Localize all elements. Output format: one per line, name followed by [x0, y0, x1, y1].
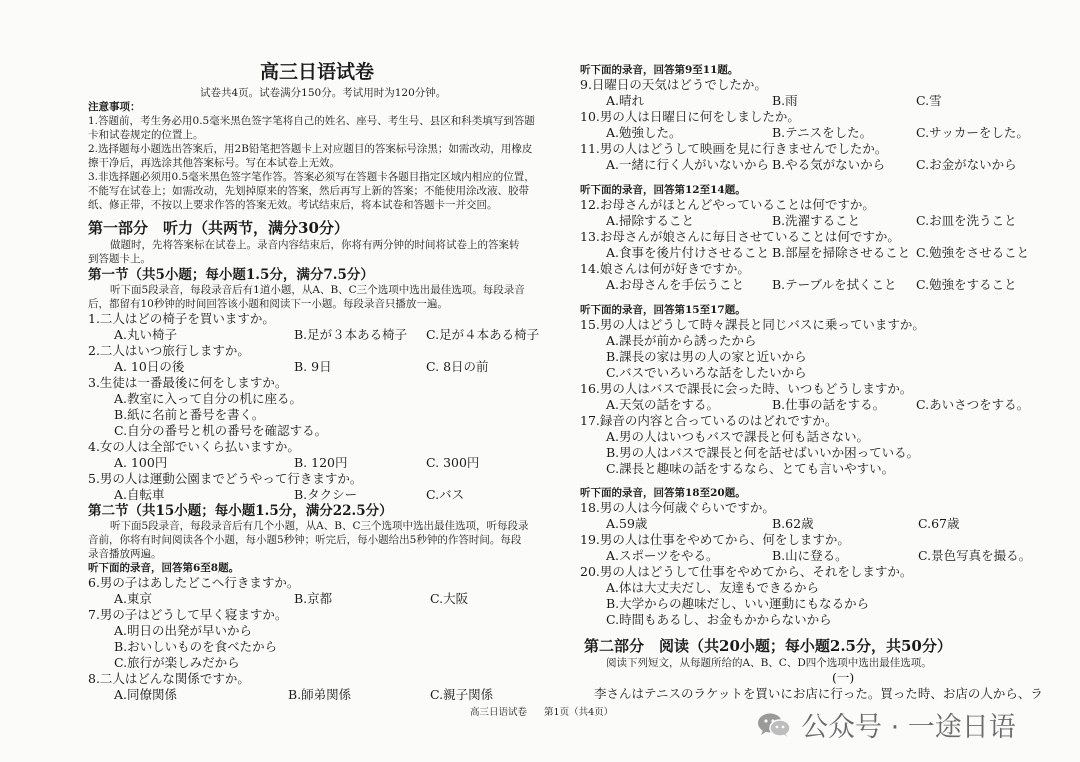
note-line: 2.选择题每小题选出答案后，用2B铅笔把答题卡上对应题目的答案标号涂黑；如需改动，用橡皮 — [88, 143, 533, 155]
option-c: C.旅行が楽しみだから — [114, 655, 240, 670]
option-a: A.59歳 — [606, 516, 648, 531]
question: 18.男の人は今何歳ぐらいですか。 — [580, 500, 775, 515]
question: 10.男の人は日曜日に何をしましたか。 — [580, 109, 800, 124]
option-b: B.足が３本ある椅子 — [294, 327, 408, 342]
page-subtitle: 试卷共4页。试卷满分150分。考试用时为120分钟。 — [200, 87, 447, 99]
option-a: A.お母さんを手伝うこと — [606, 277, 745, 292]
option-c: C.親子関係 — [430, 687, 494, 702]
note-line: 卡和试卷规定的位置上。 — [88, 129, 204, 141]
option-b: B.洗濯すること — [772, 213, 861, 228]
question: 14.娘さんは何が好きですか。 — [580, 261, 750, 276]
option-c: C.時間もあるし、お金もかからないから — [606, 612, 832, 627]
option-c: C.お皿を洗うこと — [916, 213, 1017, 228]
wechat-icon — [757, 712, 791, 738]
question: 17.録音の内容と合っているのはどれですか。 — [580, 413, 838, 428]
option-b: B.大学からの趣味だし、いい運動にもなるから — [606, 596, 870, 611]
note-line: 1.答题前，考生务必用0.5毫米黑色签字笔将自己的姓名、座号、考生号、县区和科类填写到答题 — [88, 115, 535, 127]
option-a: A.東京 — [114, 591, 153, 606]
group-instruction: 听下面的录音，回答第6至8题。 — [88, 562, 240, 574]
option-b: B.タクシー — [294, 487, 358, 502]
option-b: B.部屋を掃除させること — [772, 245, 911, 260]
option-a: A.課長が前から誘ったから — [606, 333, 757, 348]
footer-page: 第1页（共4页） — [544, 707, 614, 718]
section2-heading: 第二节（共15小题；每小题1.5分，满分22.5分） — [88, 503, 393, 519]
option-a: A.同僚関係 — [114, 687, 178, 702]
question: 12.お母さんがほとんどやっていることは何ですか。 — [580, 197, 875, 212]
option-b: B.テニスをした。 — [772, 125, 873, 140]
option-b: B.テーブルを拭くこと — [772, 277, 897, 292]
option-a: A.天気の話をする。 — [606, 397, 720, 412]
option-c: C.67歳 — [918, 516, 960, 531]
option-a: A.一緒に行く人がいないから — [606, 157, 770, 172]
section2-intro: 听下面5段录音，每段录音后有几个小题，从A、B、C三个选项中选出最佳选项，听每段录 — [110, 520, 529, 532]
group-instruction: 听下面的录音，回答第15至17题。 — [580, 304, 746, 316]
question: 4.女の人は全部でいくら払いますか。 — [88, 439, 300, 454]
option-c: C.お金がないから — [916, 157, 1017, 172]
note-line: 3.非选择题必须用0.5毫米黑色签字笔作答。答案必须写在答题卡各题目指定区域内相应的位置， — [88, 171, 535, 183]
page-title: 高三日语试卷 — [260, 61, 375, 83]
section2-intro: 音前，你将有时间阅读各个小题，每小题5秒钟；听完后，每小题给出5秒钟的作答时间。每段 — [88, 534, 522, 546]
part1-intro: 到答题卡上。 — [88, 253, 151, 265]
question: 2.二人はいつ旅行しますか。 — [88, 343, 250, 358]
question: 9.日曜日の天気はどうでしたか。 — [580, 77, 767, 92]
option-a: A.勉強した。 — [606, 125, 682, 140]
question: 16.男の人はバスで課長に会った時、いつもどうしますか。 — [580, 381, 913, 396]
group-instruction: 听下面的录音，回答第18至20题。 — [580, 487, 746, 499]
option-c: C.あいさつをする。 — [916, 397, 1030, 412]
option-c: C.課長と趣味の話をするなら、とても言いやすい。 — [606, 461, 895, 476]
question: 11.男の人はどうして映画を見に行きませんでしたか。 — [580, 141, 888, 156]
watermark — [757, 705, 1016, 744]
option-c: C.自分の番号と机の番号を確認する。 — [114, 423, 328, 438]
part1-heading: 第一部分 听力（共两节，满分30分） — [88, 219, 349, 237]
option-c: C.雪 — [916, 93, 942, 108]
option-b: B.雨 — [772, 93, 798, 108]
option-b: B.紙に名前と番号を書く。 — [114, 407, 265, 422]
option-a: A.男の人はいつもバスで課長と何も話さない。 — [606, 429, 870, 444]
option-c: C.バス — [426, 487, 465, 502]
part2-heading: 第二部分 阅读（共20小题；每小题2.5分，共50分） — [584, 637, 952, 655]
page-footer — [470, 704, 627, 718]
option-a: A. 100円 — [114, 455, 168, 470]
option-a: A.スポーツをやる。 — [606, 548, 719, 563]
question: 7.男の子はどうして早く寝ますか。 — [88, 607, 288, 622]
option-a: A.明日の出発が早いから — [114, 623, 253, 638]
question: 19.男の人は仕事をやめてから、何をしますか。 — [580, 532, 850, 547]
option-b: B.仕事の話をする。 — [772, 397, 886, 412]
passage-number: (一) — [832, 670, 855, 685]
option-c: C.景色写真を撮る。 — [918, 548, 1032, 563]
option-b: B.師弟関係 — [288, 687, 352, 702]
option-a: A.自転車 — [114, 487, 165, 502]
question: 13.お母さんが娘さんに毎日させていることは何ですか。 — [580, 229, 900, 244]
part2-intro: 阅读下列短文，从每题所给的A、B、C、D四个选项中选出最佳选项。 — [606, 657, 932, 669]
option-b: B.やる気がないから — [772, 157, 886, 172]
question: 1.二人はどの椅子を買いますか。 — [88, 311, 275, 326]
option-b: B.62歳 — [772, 516, 814, 531]
option-a: A. 10日の後 — [114, 359, 185, 374]
option-b: B.課長の家は男の人の家と近いから — [606, 349, 807, 364]
option-c: C.勉強をさせること — [916, 245, 1030, 260]
option-b: B. 120円 — [294, 455, 348, 470]
option-a: A.教室に入って自分の机に座る。 — [114, 391, 303, 406]
group-instruction: 听下面的录音，回答第12至14题。 — [580, 184, 746, 196]
option-c: C.大阪 — [430, 591, 469, 606]
section1-heading: 第一节（共5小题；每小题1.5分，满分7.5分） — [88, 267, 374, 283]
option-b: B.京都 — [294, 591, 333, 606]
group-instruction: 听下面的录音，回答第9至11题。 — [580, 64, 739, 76]
passage-text: 李さんはテニスのラケットを買いにお店に行った。買った時、お店の人から、ラ — [594, 686, 1043, 701]
question: 20.男の人はどうして仕事をやめてから、それをしますか。 — [580, 564, 913, 579]
question: 8.二人はどんな関係ですか。 — [88, 671, 250, 686]
option-a: A.食事を後片付けさせること — [606, 245, 770, 260]
footer-title: 高三日语试卷 — [470, 707, 528, 718]
option-c: C.サッカーをした。 — [916, 125, 1029, 140]
option-a: A.晴れ — [606, 93, 645, 108]
notes-heading: 注意事项： — [88, 101, 141, 113]
option-b: B. 9日 — [294, 359, 332, 374]
section1-intro: 后，都留有10秒钟的时间回答该小题和阅读下一小题。每段录音只播放一遍。 — [88, 298, 448, 310]
option-c: C. 8日の前 — [426, 359, 489, 374]
watermark-text: 公众号 · 一途日语 — [801, 712, 1016, 743]
question: 3.生徒は一番最後に何をしますか。 — [88, 375, 288, 390]
option-c: C.バスでいろいろな話をしたいから — [606, 365, 807, 380]
option-c: C.足が４本ある椅子 — [426, 327, 540, 342]
option-b: B.男の人はバスで課長と何を話せばいいか困っている。 — [606, 445, 920, 460]
question: 6.男の子はあしたどこへ行きますか。 — [88, 575, 300, 590]
option-a: A.体は大丈夫だし、友達もできるから — [606, 580, 820, 595]
section1-intro: 听下面5段录音，每段录音后有1道小题，从A、B、C三个选项中选出最佳选项。每段录音 — [110, 284, 525, 296]
option-a: A.掃除すること — [606, 213, 695, 228]
question: 15.男の人はどうして時々課長と同じバスに乗っていますか。 — [580, 317, 925, 332]
note-line: 纸、修正带，不按以上要求作答的答案无效。考试结束后，将本试卷和答题卡一并交回。 — [88, 199, 498, 211]
note-line: 不能写在试卷上；如需改动，先划掉原来的答案，然后再写上新的答案；不能使用涂改液、胶带 — [88, 185, 529, 197]
part1-intro: 做题时，先将答案标在试卷上。录音内容结束后，你将有两分钟的时间将试卷上的答案转 — [110, 239, 520, 251]
option-c: C. 300円 — [426, 455, 480, 470]
option-b: B.おいしいものを食べたから — [114, 639, 278, 654]
option-c: C.勉強をすること — [916, 277, 1017, 292]
option-a: A.丸い椅子 — [114, 327, 178, 342]
option-b: B.山に登る。 — [772, 548, 848, 563]
section2-intro: 录音播放两遍。 — [88, 548, 162, 560]
note-line: 擦干净后，再选涂其他答案标号。写在本试卷上无效。 — [88, 157, 340, 169]
question: 5.男の人は運動公園までどうやって行きますか。 — [88, 471, 363, 486]
